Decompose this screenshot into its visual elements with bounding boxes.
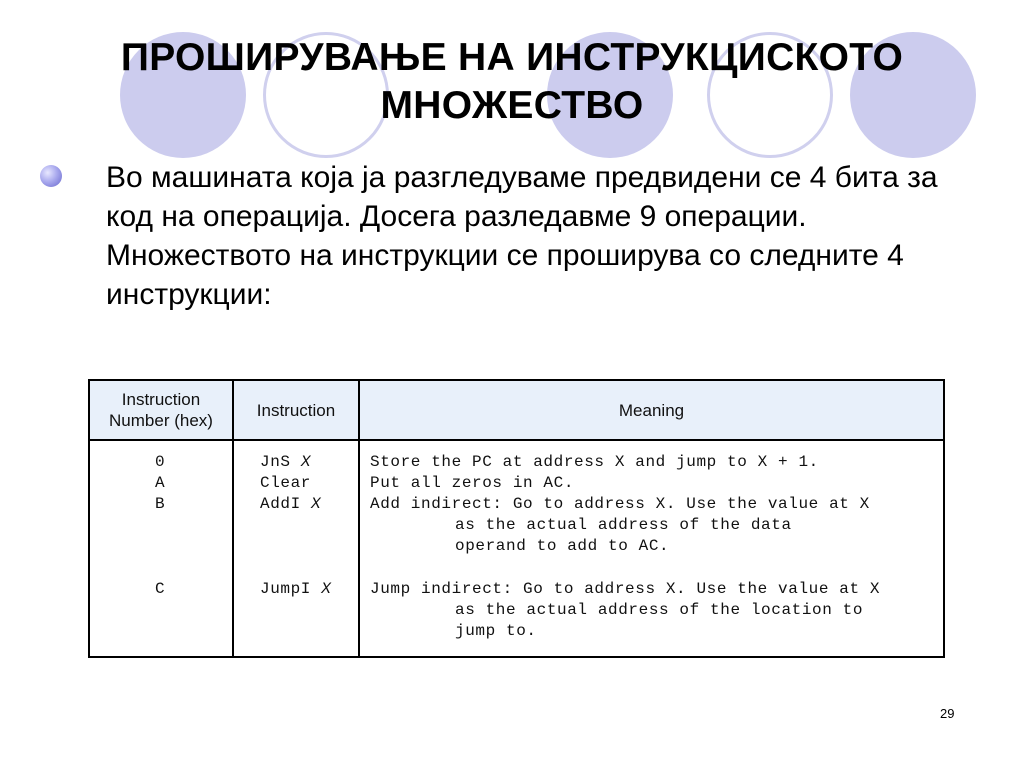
header-instruction-number: Instruction Number (hex) <box>109 390 213 430</box>
page-number: 29 <box>940 706 955 721</box>
table-row-number: B <box>155 495 166 513</box>
bullet-icon <box>40 165 62 187</box>
table-row-number: 0 <box>155 453 166 471</box>
table-row-meaning-cont: operand to add to AC. <box>455 537 670 555</box>
table-row-meaning: Add indirect: Go to address X. Use the value at X <box>370 495 870 513</box>
table-row-number: C <box>155 580 166 598</box>
table-row-meaning-cont: jump to. <box>455 622 537 640</box>
table-row-meaning-cont: as the actual address of the data <box>455 516 792 534</box>
table-row-instruction: JnS X <box>260 453 312 471</box>
table-row-meaning: Store the PC at address X and jump to X + 1. <box>370 453 819 471</box>
instruction-table <box>88 379 945 658</box>
table-row-meaning-cont: as the actual address of the location to <box>455 601 864 619</box>
header-instruction: Instruction <box>256 400 336 420</box>
table-row-meaning: Put all zeros in AC. <box>370 474 575 492</box>
table-row-meaning: Jump indirect: Go to address X. Use the value at X <box>370 580 881 598</box>
table-row-instruction: JumpI X <box>260 580 332 598</box>
bullet-text: Во машината која ја разгледуваме предвидени се 4 бита за код на операција. Досега разледавме 9 операции. Множеството на инструкции се проширува со следните 4 инструкции: <box>106 161 938 311</box>
table-row-instruction: AddI X <box>260 495 322 513</box>
title-line-1: ПРОШИРУВАЊЕ НА ИНСТРУКЦИСКОТО <box>120 36 904 79</box>
title-line-2: МНОЖЕСТВО <box>380 84 644 127</box>
table-row-number: A <box>155 474 166 492</box>
header-meaning: Meaning <box>618 400 685 420</box>
table-row-instruction: Clear <box>260 474 312 492</box>
slide-title <box>0 34 1024 130</box>
